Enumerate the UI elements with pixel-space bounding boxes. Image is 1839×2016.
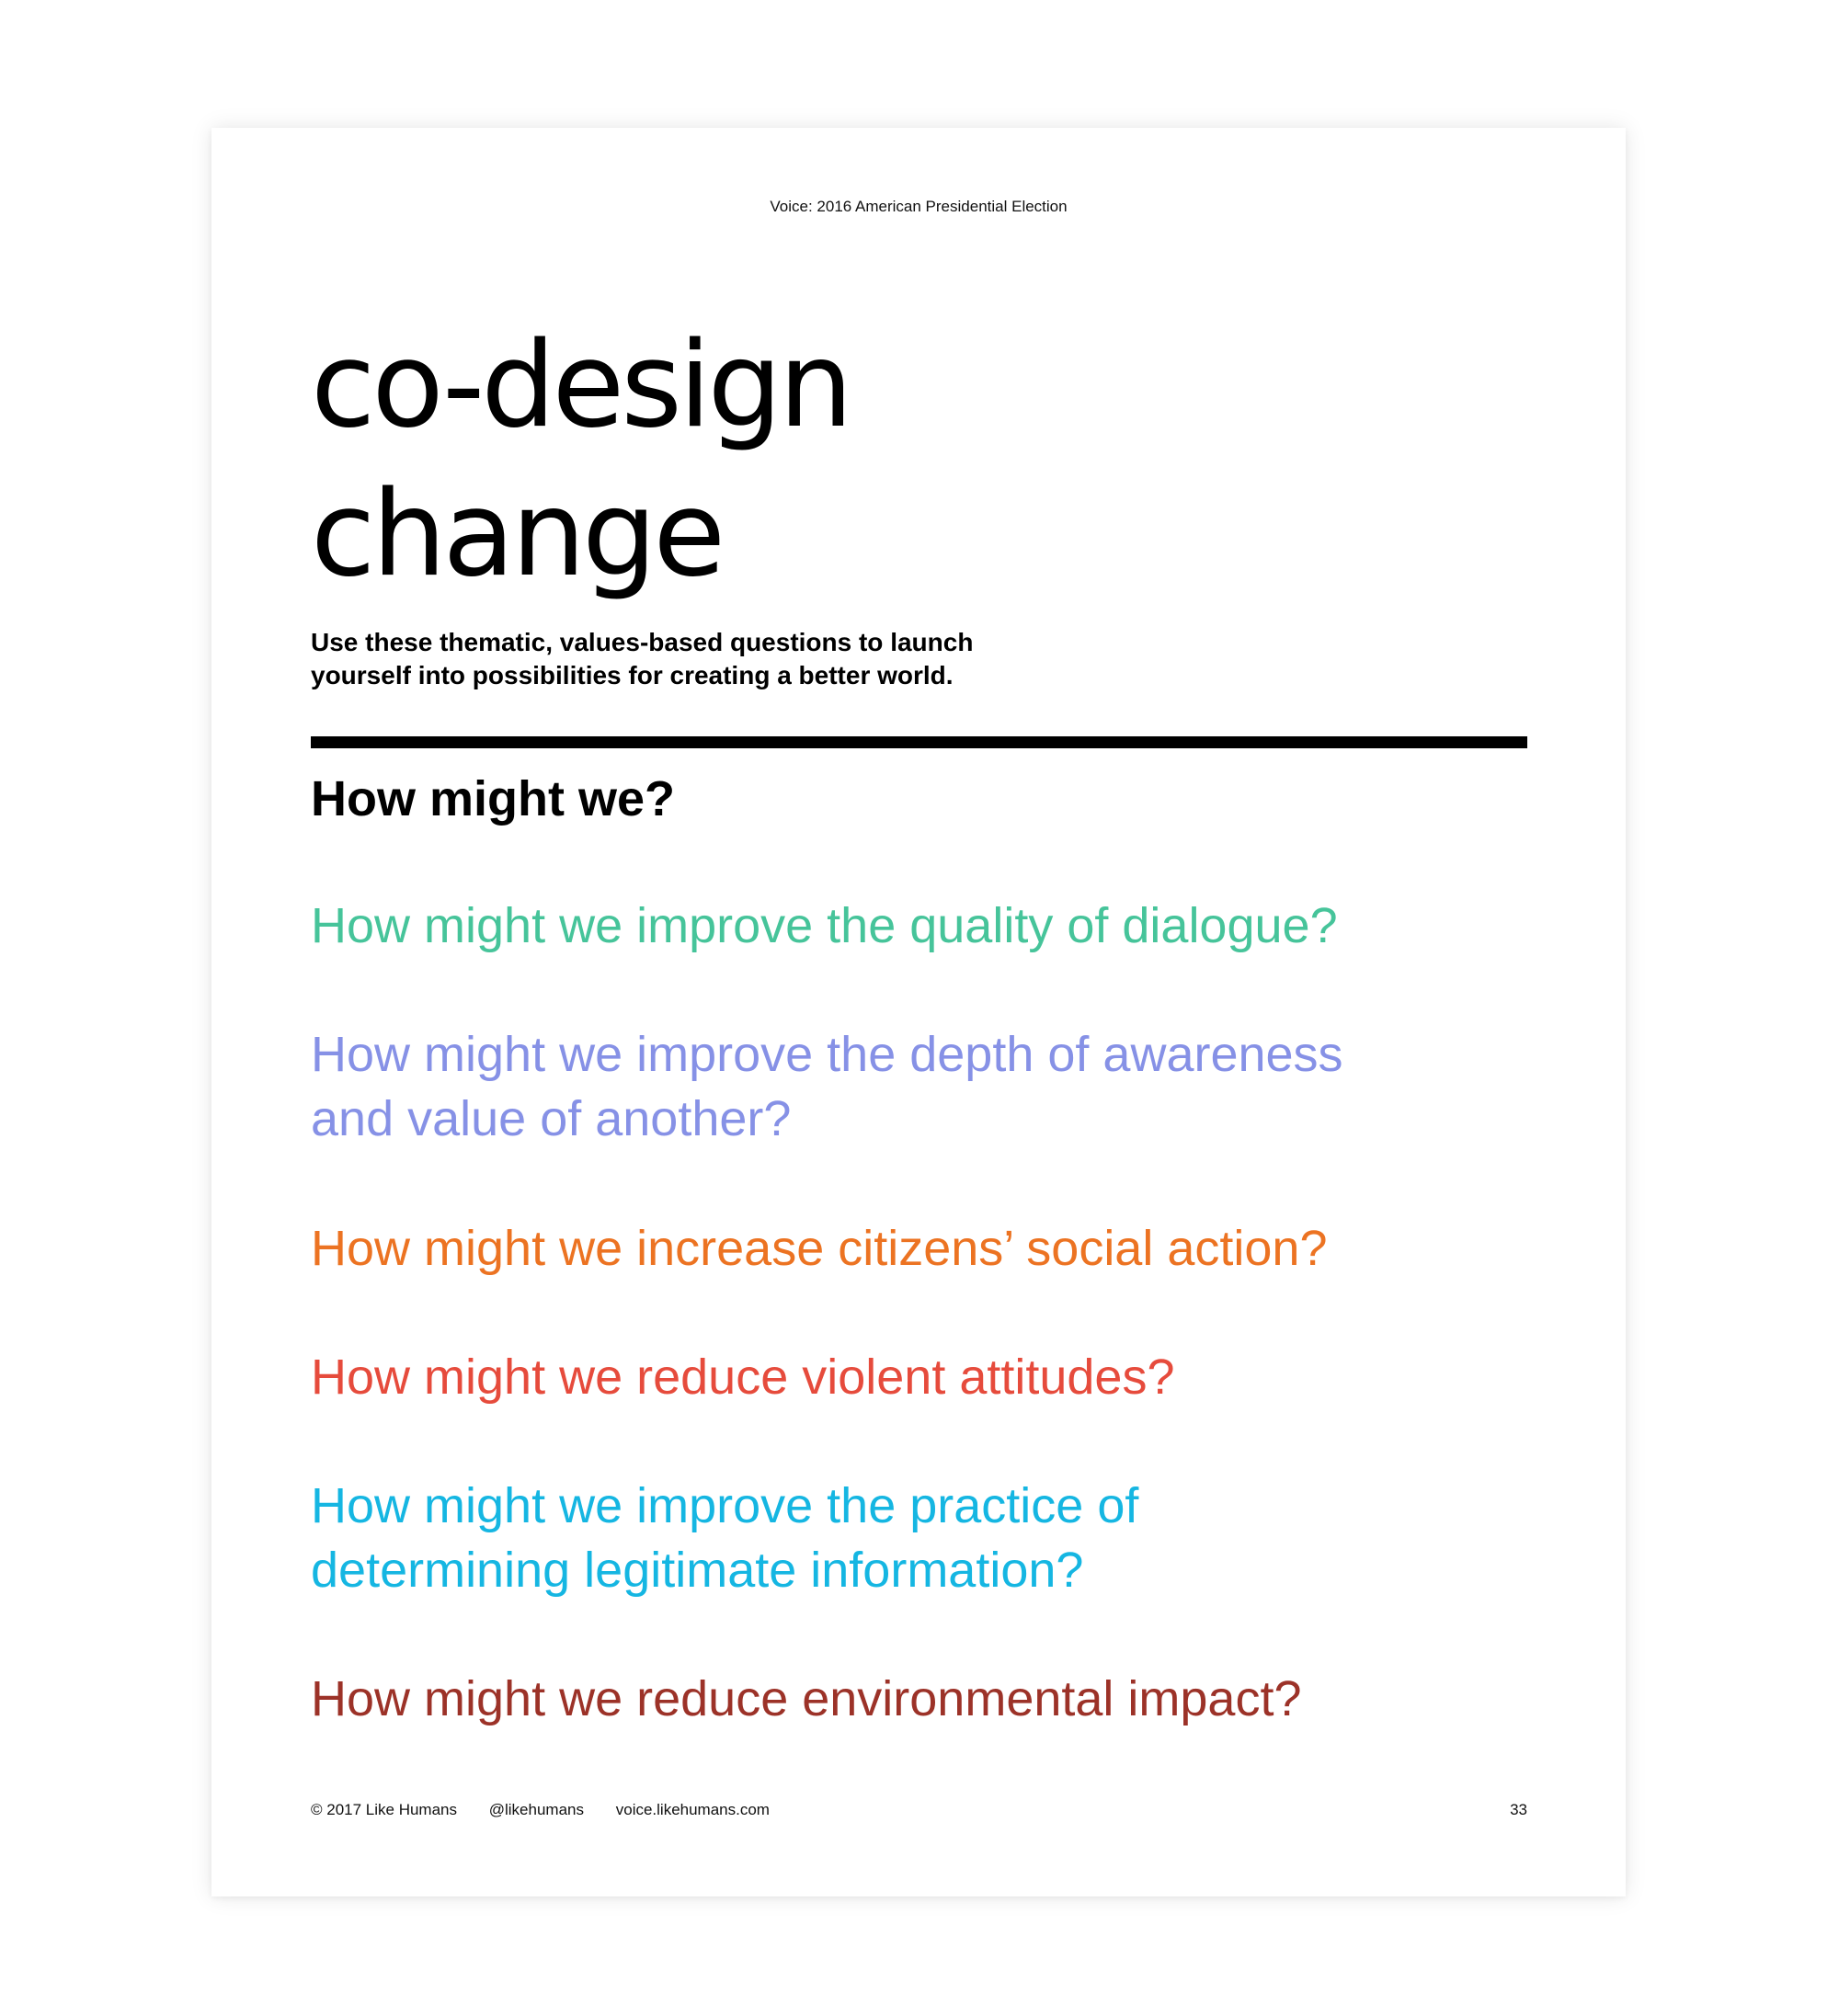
question-line: How might we improve the depth of awareness <box>311 1027 1343 1082</box>
question-line: How might we improve the practice of <box>311 1478 1139 1533</box>
section-divider <box>311 736 1527 748</box>
title-line: co-design <box>311 317 850 454</box>
question-environmental-impact <box>311 1667 1543 1731</box>
question-legitimate-information <box>311 1474 1543 1602</box>
question-line: How might we improve the quality of dialogue? <box>311 898 1338 953</box>
intro-line: Use these thematic, values-based questions to launch <box>311 628 974 656</box>
question-line: How might we reduce violent attitudes? <box>311 1350 1175 1405</box>
footer-copyright: © 2017 Like Humans <box>311 1801 458 1818</box>
page-title <box>311 312 850 609</box>
page-number: 33 <box>1510 1801 1527 1818</box>
footer-website: voice.likehumans.com <box>615 1801 770 1818</box>
question-violent-attitudes <box>311 1345 1543 1409</box>
question-line: and value of another? <box>311 1091 792 1146</box>
section-heading: How might we? <box>311 771 675 826</box>
running-head: Voice: 2016 American Presidential Election <box>770 198 1068 215</box>
question-line: How might we reduce environmental impact? <box>311 1671 1302 1726</box>
question-dialogue <box>311 894 1543 958</box>
page-footer <box>311 1801 1527 1819</box>
question-line: determining legitimate information? <box>311 1543 1084 1598</box>
question-line: How might we increase citizens’ social action? <box>311 1221 1328 1276</box>
question-social-action <box>311 1216 1543 1281</box>
document-page <box>211 128 1626 1896</box>
question-awareness <box>311 1022 1543 1151</box>
title-line: change <box>311 466 723 603</box>
footer-handle: @likehumans <box>488 1801 584 1818</box>
intro-text <box>311 626 1138 692</box>
intro-line: yourself into possibilities for creating a better world. <box>311 661 954 689</box>
